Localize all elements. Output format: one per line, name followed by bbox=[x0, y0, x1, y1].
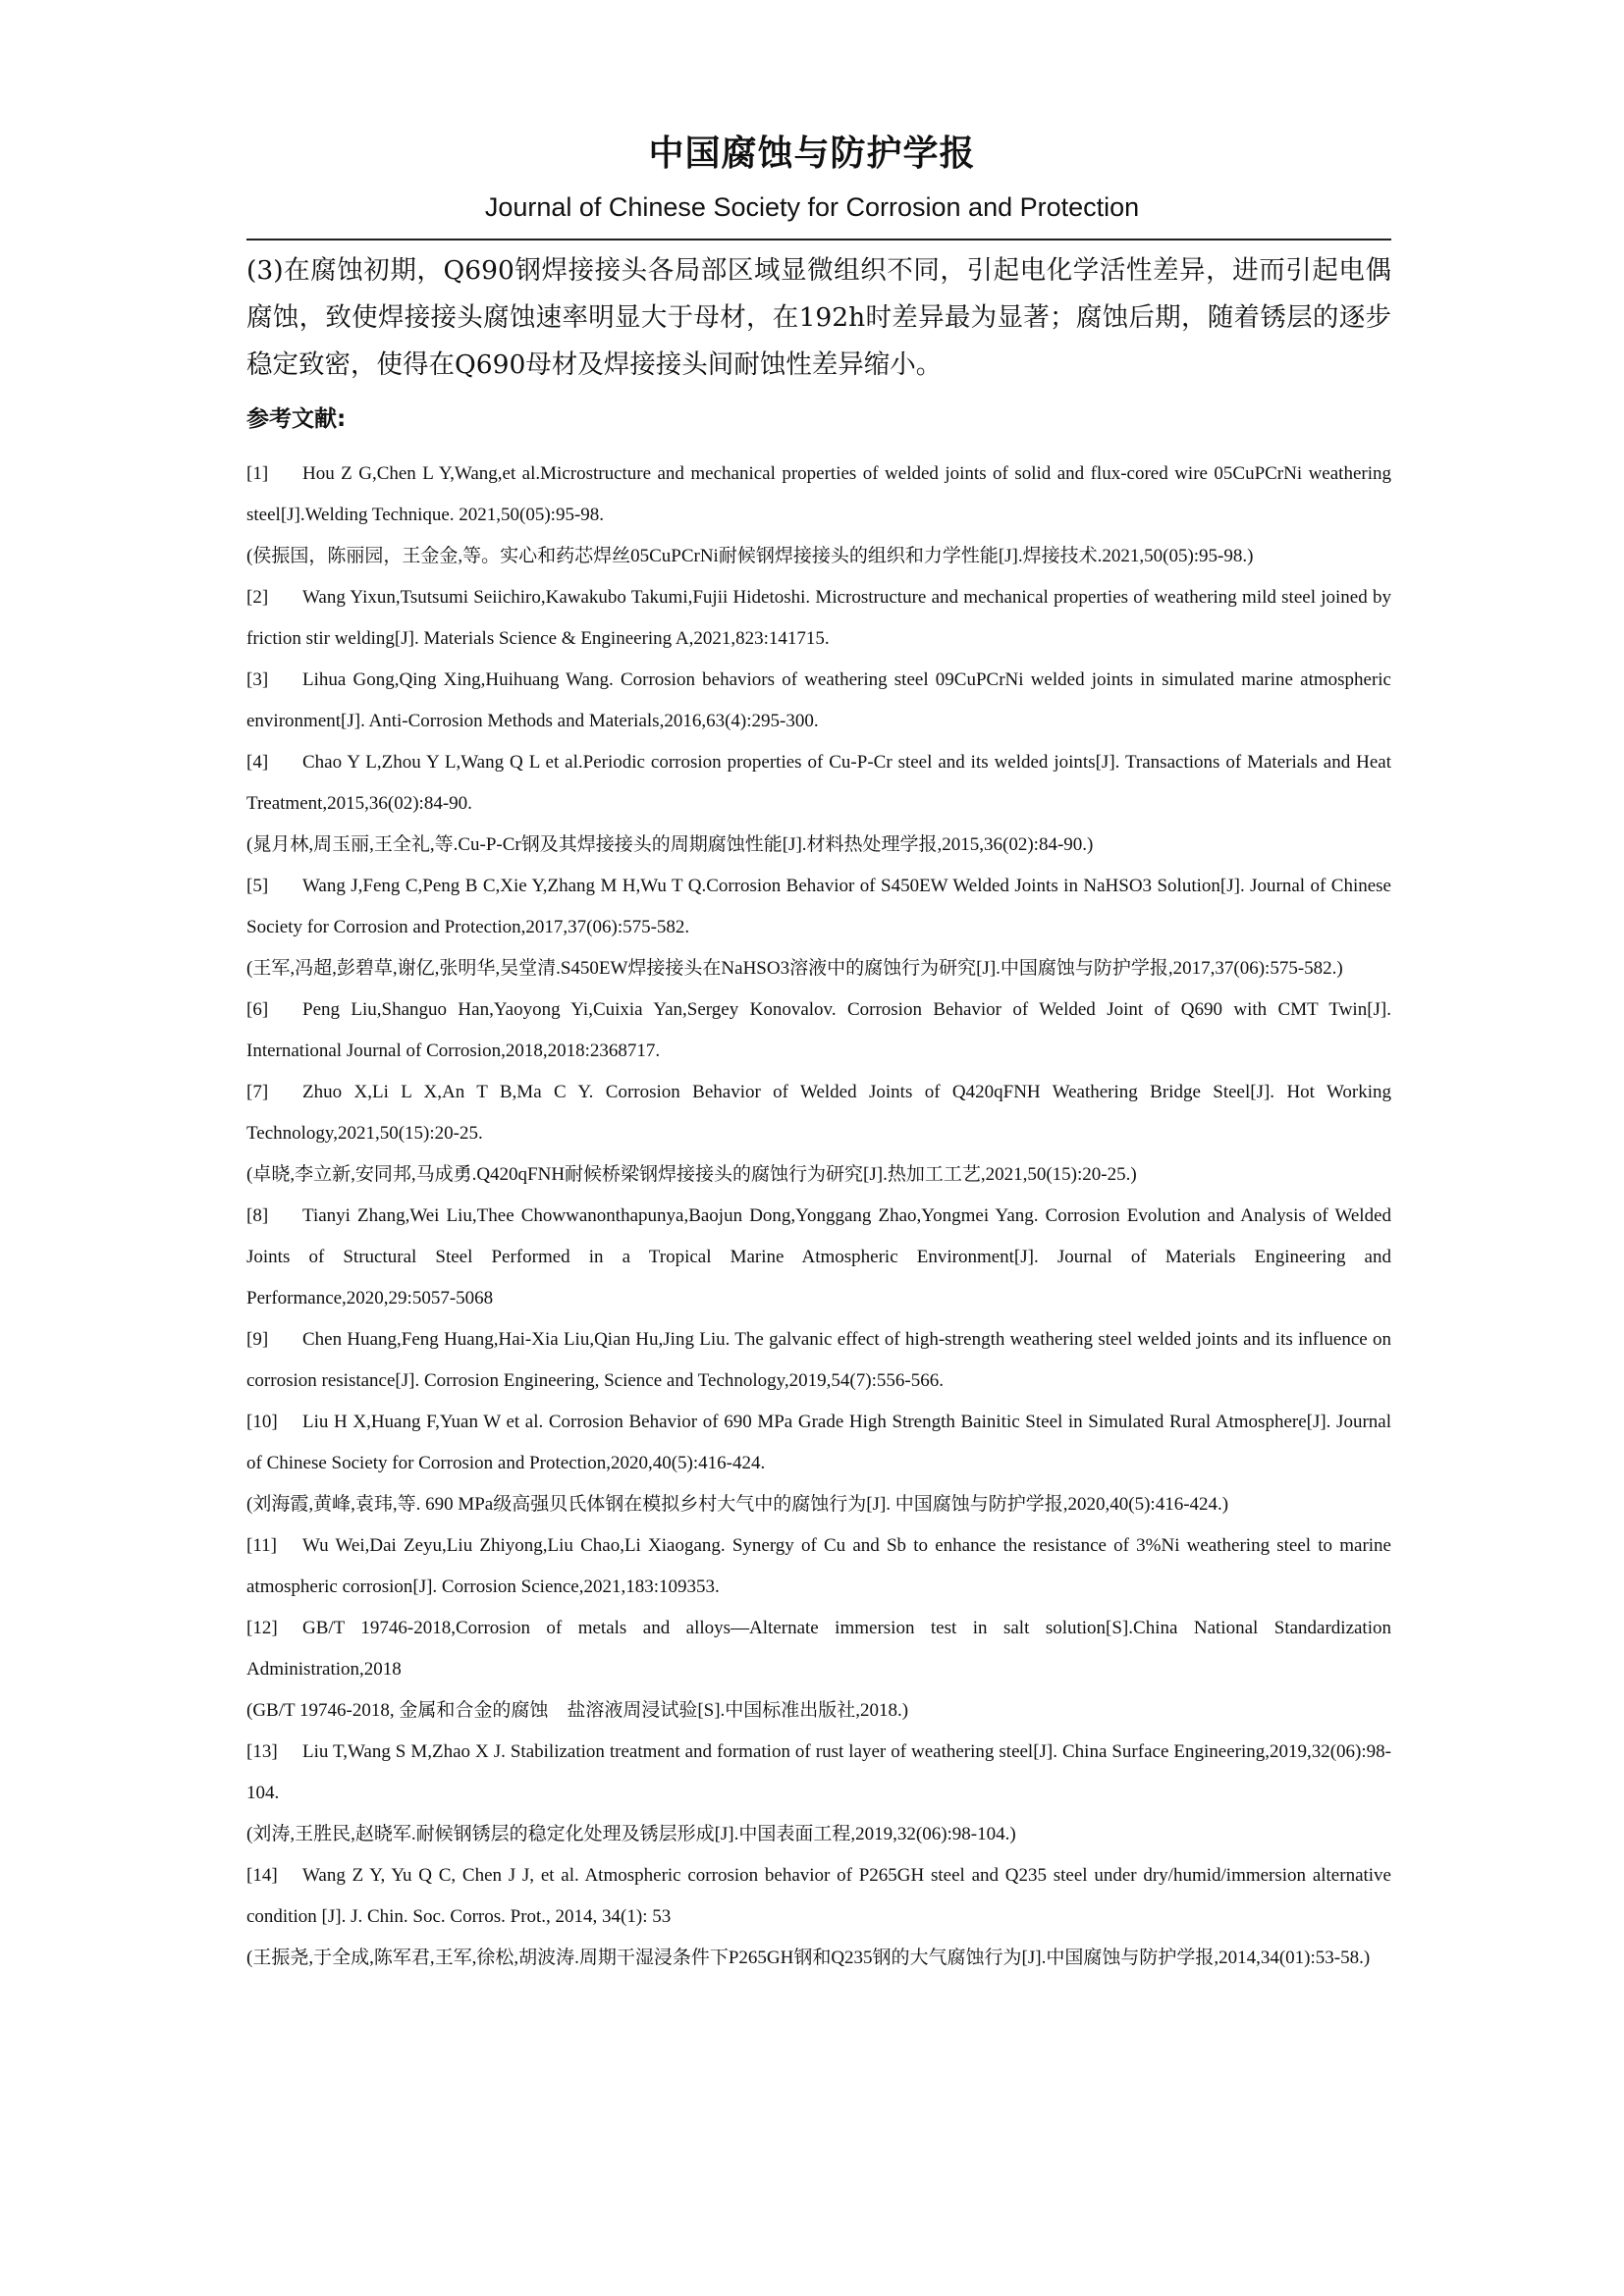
reference-1 bbox=[246, 454, 1391, 536]
reference-text: GB/T 19746-2018,Corrosion of metals and alloys—Alternate immersion test in salt solution[S].China National Standardization Administration,2018 bbox=[246, 1618, 1391, 1680]
reference-entry-9 bbox=[246, 1319, 1391, 1402]
reference-entry-10 bbox=[246, 1402, 1391, 1525]
reference-chinese: (卓晓,李立新,安同邦,马成勇.Q420qFNH耐候桥梁钢焊接接头的腐蚀行为研究[J].热加工工艺,2021,50(15):20-25.) bbox=[246, 1164, 1137, 1185]
reference-11 bbox=[246, 1525, 1391, 1608]
reference-entry-1 bbox=[246, 454, 1391, 577]
reference-entry-5 bbox=[246, 866, 1391, 989]
reference-entry-2 bbox=[246, 577, 1391, 660]
reference-entry-3 bbox=[246, 660, 1391, 742]
reference-chinese: (王振尧,于全成,陈军君,王军,徐松,胡波涛.周期干湿浸条件下P265GH钢和Q235钢的大气腐蚀行为[J].中国腐蚀与防护学报,2014,34(01):53-58.) bbox=[246, 1948, 1371, 1968]
reference-13 bbox=[246, 1732, 1391, 1814]
reference-chinese: (刘涛,王胜民,赵晓军.耐候钢锈层的稳定化处理及锈层形成[J].中国表面工程,2019,32(06):98-104.) bbox=[246, 1824, 1016, 1844]
reference-4 bbox=[246, 742, 1391, 825]
reference-text: Zhuo X,Li L X,An T B,Ma C Y. Corrosion Behavior of Welded Joints of Q420qFNH Weathering Bridge Steel[J]. Hot Working Technology,2021,50(15):20-25. bbox=[246, 1082, 1391, 1144]
reference-2 bbox=[246, 577, 1391, 660]
reference-number: [12] bbox=[246, 1618, 278, 1638]
reference-number: [6] bbox=[246, 999, 269, 1020]
reference-chinese: (侯振国，陈丽园，王金金,等。实心和药芯焊丝05CuPCrNi耐候钢焊接接头的组织和力学性能[J].焊接技术.2021,50(05):95-98.) bbox=[246, 546, 1254, 566]
reference-number: [1] bbox=[246, 463, 269, 484]
reference-14 bbox=[246, 1855, 1391, 1938]
reference-10 bbox=[246, 1402, 1391, 1484]
reference-chinese: (晁月林,周玉丽,王全礼,等.Cu-P-Cr钢及其焊接接头的周期腐蚀性能[J].材料热处理学报,2015,36(02):84-90.) bbox=[246, 834, 1094, 855]
reference-text: Chen Huang,Feng Huang,Hai-Xia Liu,Qian Hu,Jing Liu. The galvanic effect of high-strength weathering steel welded joints and its influence on corrosion resistance[J]. Corrosion Engineering, Science and Technology,2019,54(7):556-566. bbox=[246, 1329, 1391, 1391]
reference-entry-4 bbox=[246, 742, 1391, 866]
reference-entry-6 bbox=[246, 989, 1391, 1072]
reference-number: [5] bbox=[246, 876, 269, 896]
reference-3 bbox=[246, 660, 1391, 742]
reference-number: [14] bbox=[246, 1865, 278, 1886]
journal-title-english: Journal of Chinese Society for Corrosion and Protection bbox=[484, 192, 1140, 222]
reference-text: Wang Z Y, Yu Q C, Chen J J, et al. Atmospheric corrosion behavior of P265GH steel and Q235 steel under dry/humid/immersion alternative condition [J]. J. Chin. Soc. Corros. Prot., 2014, 34(1): 53 bbox=[246, 1865, 1391, 1927]
reference-12 bbox=[246, 1608, 1391, 1690]
reference-text: Liu H X,Huang F,Yuan W et al. Corrosion Behavior of 690 MPa Grade High Strength Bainitic Steel in Simulated Rural Atmosphere[J]. Journal of Chinese Society for Corrosion and Protection,2020,40(5):416-424. bbox=[246, 1412, 1391, 1473]
reference-text: Wu Wei,Dai Zeyu,Liu Zhiyong,Liu Chao,Li Xiaogang. Synergy of Cu and Sb to enhance the resistance of 3%Ni weathering steel to marine atmospheric corrosion[J]. Corrosion Science,2021,183:109353. bbox=[246, 1535, 1391, 1597]
reference-number: [3] bbox=[246, 669, 269, 690]
reference-entry-12 bbox=[246, 1608, 1391, 1732]
reference-6 bbox=[246, 989, 1391, 1072]
reference-text: Wang Yixun,Tsutsumi Seiichiro,Kawakubo Takumi,Fujii Hidetoshi. Microstructure and mechanical properties of weathering mild steel joined by friction stir welding[J]. Materials Science & Engineering A,2021,823:141715. bbox=[246, 587, 1391, 649]
header-divider bbox=[246, 239, 1391, 240]
reference-text: Lihua Gong,Qing Xing,Huihuang Wang. Corrosion behaviors of weathering steel 09CuPCrNi welded joints in simulated marine atmospheric environment[J]. Anti-Corrosion Methods and Materials,2016,63(4):295-300. bbox=[246, 669, 1391, 731]
reference-entry-7 bbox=[246, 1072, 1391, 1196]
reference-number: [8] bbox=[246, 1205, 269, 1226]
reference-5 bbox=[246, 866, 1391, 948]
reference-chinese: (GB/T 19746-2018, 金属和合金的腐蚀 盐溶液周浸试验[S].中国标准出版社,2018.) bbox=[246, 1700, 909, 1721]
reference-number: [4] bbox=[246, 752, 269, 773]
reference-chinese: (刘海霞,黄峰,袁玮,等. 690 MPa级高强贝氏体钢在模拟乡村大气中的腐蚀行为[J]. 中国腐蚀与防护学报,2020,40(5):416-424.) bbox=[246, 1494, 1229, 1515]
reference-text: Peng Liu,Shanguo Han,Yaoyong Yi,Cuixia Yan,Sergey Konovalov. Corrosion Behavior of Welded Joint of Q690 with CMT Twin[J]. International Journal of Corrosion,2018,2018:2368717. bbox=[246, 999, 1391, 1061]
reference-8 bbox=[246, 1196, 1391, 1319]
reference-number: [9] bbox=[246, 1329, 269, 1350]
reference-text: Liu T,Wang S M,Zhao X J. Stabilization treatment and formation of rust layer of weathering steel[J]. China Surface Engineering,2019,32(06):98-104. bbox=[246, 1741, 1391, 1803]
reference-number: [7] bbox=[246, 1082, 269, 1102]
reference-text: Tianyi Zhang,Wei Liu,Thee Chowwanonthapunya,Baojun Dong,Yonggang Zhao,Yongmei Yang. Corrosion Evolution and Analysis of Welded Joints of Structural Steel Performed in a Tropical Marine Atmospheric Environment[J]. Journal of Materials Engineering and Performance,2020,29:5057-5068 bbox=[246, 1205, 1391, 1308]
reference-number: [13] bbox=[246, 1741, 278, 1762]
references-heading: 参考文献: bbox=[246, 406, 347, 432]
reference-entry-8 bbox=[246, 1196, 1391, 1319]
reference-chinese: (王军,冯超,彭碧草,谢亿,张明华,吴堂清.S450EW焊接接头在NaHSO3溶液中的腐蚀行为研究[J].中国腐蚀与防护学报,2017,37(06):575-582.) bbox=[246, 958, 1343, 979]
reference-entry-11 bbox=[246, 1525, 1391, 1608]
reference-7 bbox=[246, 1072, 1391, 1154]
reference-9 bbox=[246, 1319, 1391, 1402]
reference-text: Chao Y L,Zhou Y L,Wang Q L et al.Periodic corrosion properties of Cu-P-Cr steel and its welded joints[J]. Transactions of Materials and Heat Treatment,2015,36(02):84-90. bbox=[246, 752, 1391, 814]
reference-entry-14 bbox=[246, 1855, 1391, 1979]
reference-entry-13 bbox=[246, 1732, 1391, 1855]
reference-number: [2] bbox=[246, 587, 269, 608]
references-list bbox=[246, 454, 1391, 1979]
reference-text: Hou Z G,Chen L Y,Wang,et al.Microstructure and mechanical properties of welded joints of solid and flux-cored wire 05CuPCrNi weathering steel[J].Welding Technique. 2021,50(05):95-98. bbox=[246, 463, 1391, 525]
reference-number: [11] bbox=[246, 1535, 277, 1556]
conclusion-paragraph: (3)在腐蚀初期，Q690钢焊接接头各局部区域显微组织不同，引起电化学活性差异，进而引起电偶腐蚀，致使焊接接头腐蚀速率明显大于母材，在192h时差异最为显著；腐蚀后期，随着锈层的逐步稳定致密，使得在Q690母材及焊接接头间耐蚀性差异缩小。 bbox=[246, 255, 1391, 380]
reference-number: [10] bbox=[246, 1412, 278, 1432]
journal-title-chinese: 中国腐蚀与防护学报 bbox=[648, 133, 976, 174]
reference-text: Wang J,Feng C,Peng B C,Xie Y,Zhang M H,Wu T Q.Corrosion Behavior of S450EW Welded Joints in NaHSO3 Solution[J]. Journal of Chinese Society for Corrosion and Protection,2017,37(06):575-582. bbox=[246, 876, 1391, 937]
